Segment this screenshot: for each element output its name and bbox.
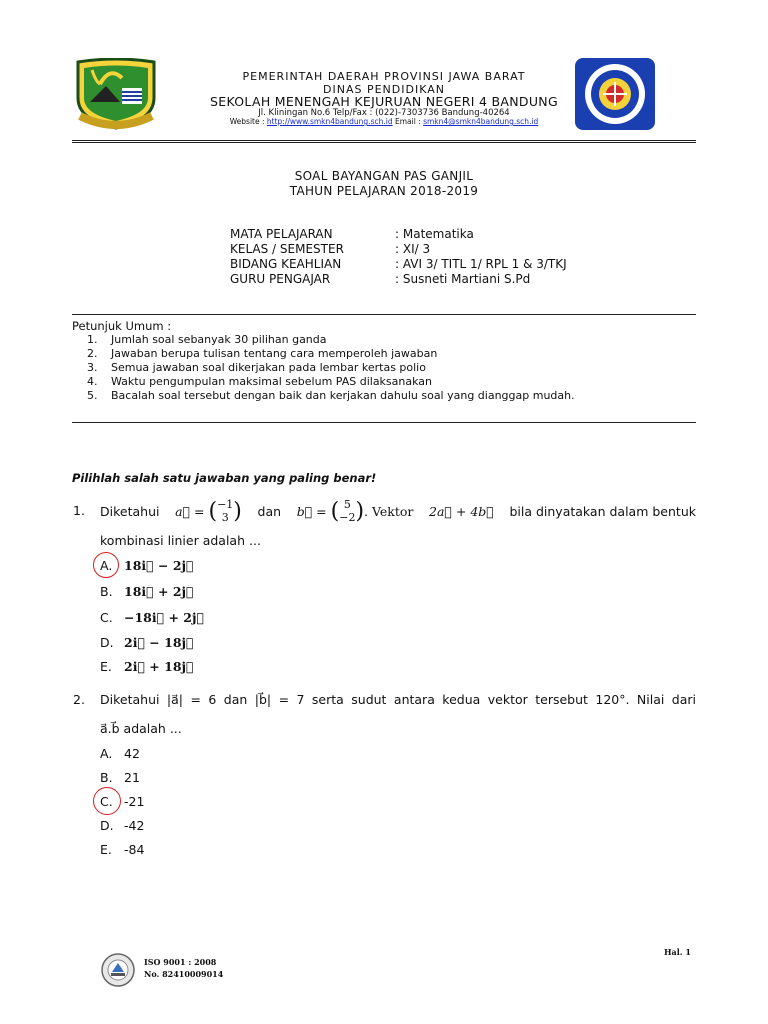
email-link[interactable]: smkn4@smkn4bandung.sch.id xyxy=(423,117,539,126)
q1-rest: . Vektor xyxy=(364,503,414,519)
option-text: 18i⃗ + 2j⃗ xyxy=(124,584,194,599)
question-2-line-2: a⃗.b⃗ adalah ... xyxy=(100,721,182,736)
petunjuk-num: 4. xyxy=(87,375,98,388)
option-text: 21 xyxy=(124,770,140,785)
petunjuk-num: 2. xyxy=(87,347,98,360)
petunjuk-num: 5. xyxy=(87,389,98,402)
q1-tail: bila dinyatakan dalam bentuk xyxy=(509,503,696,519)
q1-expression: 2a⃗ + 4b⃗ xyxy=(429,503,494,519)
option-letter: A. xyxy=(100,558,113,573)
q1-vector-b: b⃗ = ( 5 −2 ) . Vektor xyxy=(296,498,414,524)
q1-and: dan xyxy=(257,503,282,519)
option-text: 18i⃗ − 2j⃗ xyxy=(124,558,194,573)
q1-option-b[interactable] xyxy=(100,584,194,599)
petunjuk-num: 3. xyxy=(87,361,98,374)
header-government: PEMERINTAH DAERAH PROVINSI JAWA BARAT xyxy=(242,70,526,83)
q1-vector-a-bottom: 3 xyxy=(221,511,229,524)
header-divider-2 xyxy=(72,142,696,143)
email-label: Email : xyxy=(392,117,424,126)
petunjuk-bottom-divider xyxy=(72,422,696,423)
petunjuk-item xyxy=(87,361,426,374)
petunjuk-item xyxy=(87,389,575,402)
info-label-teacher: GURU PENGAJAR xyxy=(230,272,331,286)
option-letter: B. xyxy=(100,770,113,785)
iso-standard: ISO 9001 : 2008 xyxy=(144,957,217,967)
option-text: 2i⃗ − 18j⃗ xyxy=(124,635,194,650)
page-number: Hal. 1 xyxy=(664,947,691,957)
q2-option-a[interactable] xyxy=(100,746,140,761)
q1-vector-a-top: −1 xyxy=(217,498,234,511)
iso-certification-icon xyxy=(100,952,136,988)
exam-year: TAHUN PELAJARAN 2018-2019 xyxy=(289,184,479,198)
info-value-teacher: : Susneti Martiani S.Pd xyxy=(395,272,531,286)
info-value-class: : XI/ 3 xyxy=(395,242,431,256)
option-letter: B. xyxy=(100,584,113,599)
website-label: Website : xyxy=(229,117,267,126)
q1-vector-b-bottom: −2 xyxy=(339,511,356,524)
q2-option-b[interactable] xyxy=(100,770,140,785)
question-1-line-1 xyxy=(100,495,696,527)
answer-instruction: Pilihlah salah satu jawaban yang paling benar! xyxy=(72,471,377,485)
petunjuk-text: Jawaban berupa tulisan tentang cara memperoleh jawaban xyxy=(111,347,438,360)
petunjuk-text: Jumlah soal sebanyak 30 pilihan ganda xyxy=(111,333,327,346)
q1-vector-a: a⃗ = ( −1 3 ) xyxy=(175,498,242,524)
option-text: -21 xyxy=(124,794,145,809)
option-letter: D. xyxy=(100,635,114,650)
option-text: −18i⃗ + 2j⃗ xyxy=(124,610,205,625)
option-text: 42 xyxy=(124,746,140,761)
info-label-class: KELAS / SEMESTER xyxy=(230,242,344,256)
header-contact xyxy=(0,117,768,126)
iso-certificate xyxy=(144,956,223,980)
question-2-number: 2. xyxy=(73,692,85,707)
info-value-subject: : Matematika xyxy=(395,227,474,241)
q1-option-c[interactable] xyxy=(100,610,204,625)
q2-option-e[interactable] xyxy=(100,842,144,857)
q1-answer-circle xyxy=(93,552,119,578)
option-letter: A. xyxy=(100,746,113,761)
q2-answer-circle xyxy=(93,787,121,815)
petunjuk-num: 1. xyxy=(87,333,98,346)
question-1-number: 1. xyxy=(73,503,85,518)
petunjuk-text: Semua jawaban soal dikerjakan pada lembar kertas polio xyxy=(111,361,426,374)
petunjuk-item xyxy=(87,347,437,360)
option-letter: D. xyxy=(100,818,114,833)
iso-number: No. 82410009014 xyxy=(144,969,224,979)
q1-option-e[interactable] xyxy=(100,659,194,674)
petunjuk-title: Petunjuk Umum : xyxy=(72,319,172,333)
petunjuk-text: Waktu pengumpulan maksimal sebelum PAS dilaksanakan xyxy=(111,375,432,388)
q1-vector-b-top: 5 xyxy=(343,498,351,511)
q1-intro: Diketahui xyxy=(100,503,160,519)
header-divider xyxy=(72,140,696,141)
option-text: 2i⃗ + 18j⃗ xyxy=(124,659,194,674)
exam-title: SOAL BAYANGAN PAS GANJIL xyxy=(294,169,474,183)
q1-option-d[interactable] xyxy=(100,635,194,650)
option-text: -42 xyxy=(124,818,145,833)
info-label-field: BIDANG KEAHLIAN xyxy=(230,257,342,271)
petunjuk-text: Bacalah soal tersebut dengan baik dan kerjakan dahulu soal yang dianggap mudah. xyxy=(111,389,575,402)
option-letter: C. xyxy=(100,610,113,625)
option-text: -84 xyxy=(124,842,145,857)
question-2-line-1: Diketahui |a⃗| = 6 dan |b⃗| = 7 serta sudut antara kedua vektor tersebut 120°. Nilai dari xyxy=(100,692,696,707)
info-value-field: : AVI 3/ TITL 1/ RPL 1 & 3/TKJ xyxy=(395,257,567,271)
option-letter: E. xyxy=(100,842,112,857)
header-address: Jl. Kliningan No.6 Telp/Fax : (022)-7303736 Bandung-40264 xyxy=(258,108,510,118)
petunjuk-item xyxy=(87,333,327,346)
header-department: DINAS PENDIDIKAN xyxy=(323,83,445,96)
question-1-line-2: kombinasi linier adalah ... xyxy=(100,533,261,548)
info-label-subject: MATA PELAJARAN xyxy=(230,227,333,241)
petunjuk-item xyxy=(87,375,432,388)
q2-option-d[interactable] xyxy=(100,818,144,833)
option-letter: C. xyxy=(100,794,113,809)
petunjuk-top-divider xyxy=(72,314,696,315)
header-school-name: SEKOLAH MENENGAH KEJURUAN NEGERI 4 BANDUNG xyxy=(210,94,558,109)
option-letter: E. xyxy=(100,659,112,674)
website-link[interactable]: http://www.smkn4bandung.sch.id xyxy=(266,117,393,126)
